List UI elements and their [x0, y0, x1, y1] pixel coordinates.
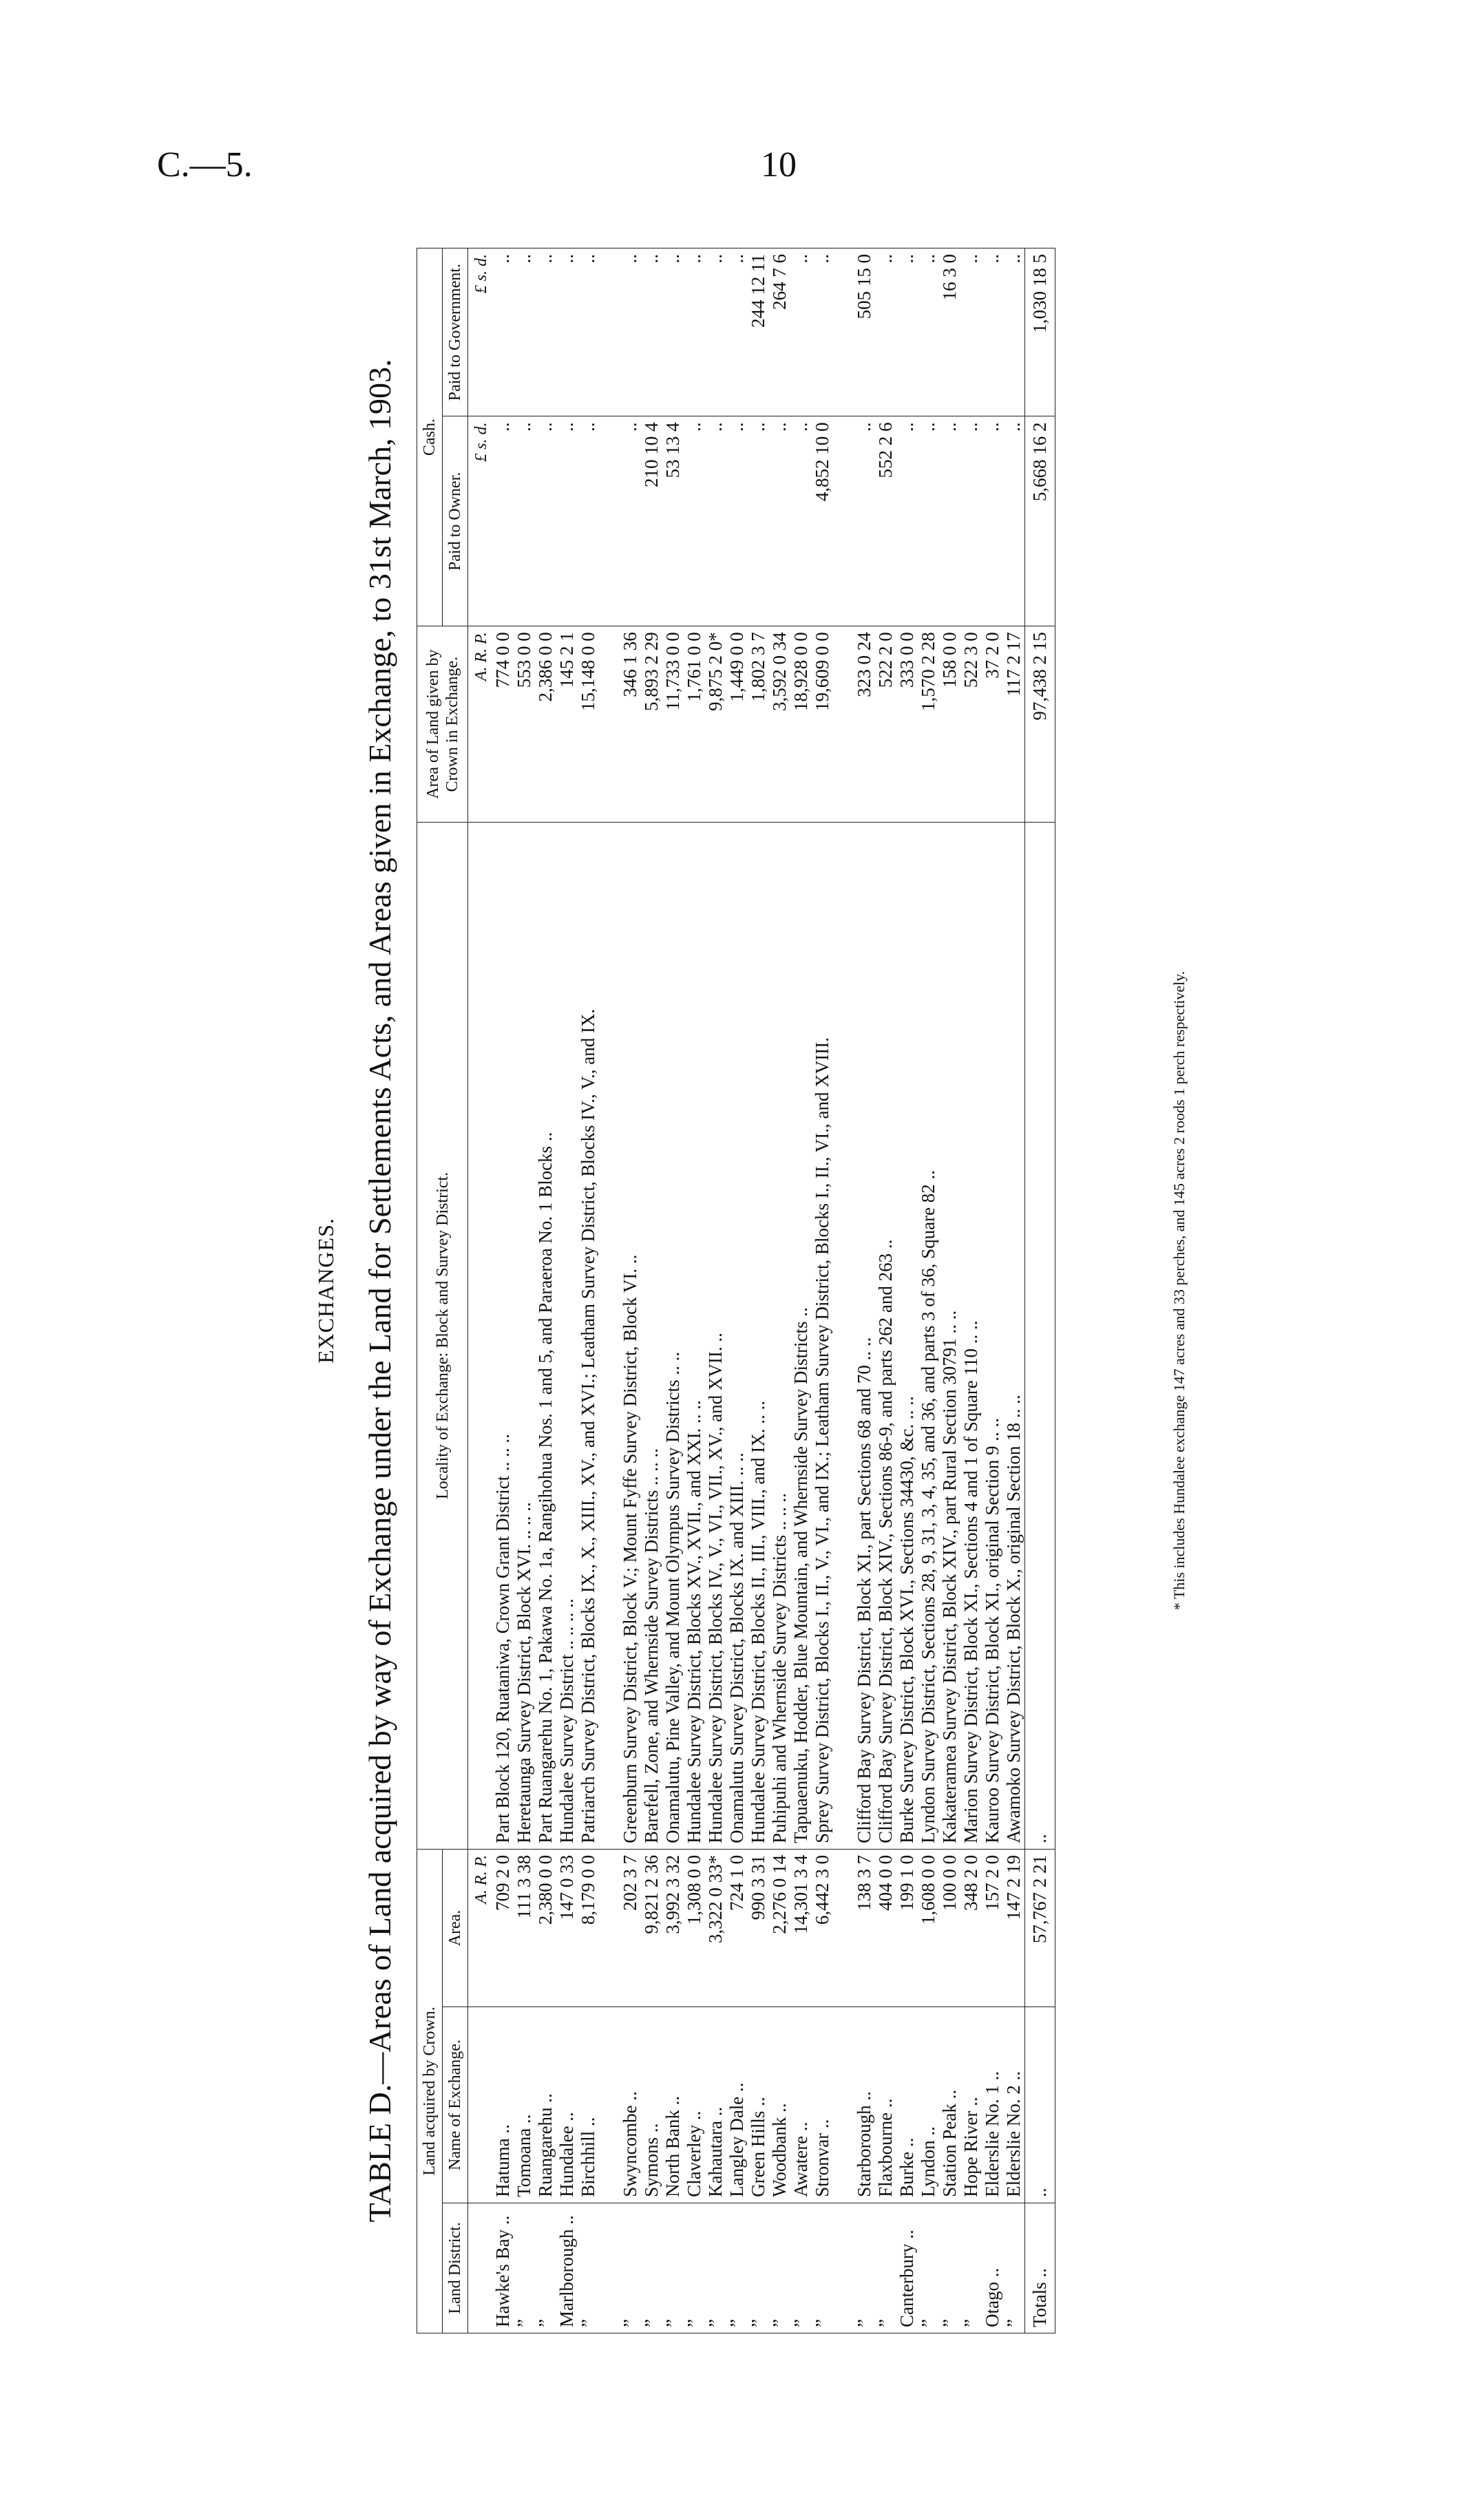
cell-given: 774 0 0: [492, 626, 514, 823]
cell-locality: Hundalee Survey District, Blocks XV., XVII., and XXI. .. ..: [684, 822, 705, 1849]
cell-paid-owner: ..: [918, 416, 939, 626]
cell-locality: Barefell, Zone, and Whernside Survey Districts .. .. ..: [641, 822, 662, 1849]
cell-locality: Heretaunga Survey District, Block XVI. .. .. ..: [514, 822, 535, 1849]
totals-row: [1025, 248, 1055, 2333]
cell-district: ”: [918, 2203, 939, 2333]
cell-area: 6,442 3 0: [812, 1849, 833, 2007]
cell-name: Hatuma ..: [492, 2007, 514, 2203]
units-govt: £ s. d.: [468, 248, 493, 417]
cell-given: 117 2 17: [1003, 626, 1025, 823]
cell-given: 522 2 0: [875, 626, 896, 823]
cell-area: 2,380 0 0: [535, 1849, 556, 2007]
cell-area: 147 2 19: [1003, 1849, 1025, 2007]
cell-area: 100 0 0: [939, 1849, 960, 2007]
cell-paid-govt: ..: [578, 248, 599, 417]
page-number: 10: [761, 145, 797, 184]
cell-district: ”: [705, 2203, 726, 2333]
cell-district: Canterbury ..: [896, 2203, 918, 2333]
cell-locality: Part Block 120, Ruataniwa, Crown Grant District .. .. ..: [492, 822, 514, 1849]
cell-district: Otago ..: [982, 2203, 1003, 2333]
cell-paid-govt: ..: [705, 248, 726, 417]
units-area: A. R. P.: [468, 1849, 493, 2007]
cell-area: 3,992 3 32: [662, 1849, 684, 2007]
spacer-cell: [833, 248, 854, 417]
cell-name: Langley Dale ..: [726, 2007, 748, 2203]
footnote: * This includes Hundalee exchange 147 acres and 33 perches, and 145 acres 2 roods 1 perch respectively.: [1170, 971, 1188, 1611]
cell-area: 14,301 3 4: [790, 1849, 812, 2007]
cell-paid-govt: ..: [982, 248, 1003, 417]
table-row: [726, 248, 748, 2333]
cell-district: Hawke's Bay ..: [492, 2203, 514, 2333]
cell-area: 1,308 0 0: [684, 1849, 705, 2007]
section-title: EXCHANGES.: [313, 1218, 338, 1364]
cell-given: 1,449 0 0: [726, 626, 748, 823]
cell-name: Station Peak ..: [939, 2007, 960, 2203]
spacer-cell: [833, 2007, 854, 2203]
cell-paid-govt: ..: [684, 248, 705, 417]
cell-district: ”: [1003, 2203, 1025, 2333]
spacer-row: [833, 248, 854, 2333]
cell-given: 553 0 0: [514, 626, 535, 823]
spacer-cell: [833, 2203, 854, 2333]
cell-paid-govt: ..: [918, 248, 939, 417]
cell-given: 5,893 2 29: [641, 626, 662, 823]
cell-paid-owner: ..: [492, 416, 514, 626]
header-paid-owner: Paid to Owner.: [443, 416, 468, 626]
cell-district: ”: [620, 2203, 641, 2333]
cell-locality: Kakateramea Survey District, Block XIV., part Rural Section 30791 .. ..: [939, 822, 960, 1849]
cell-paid-owner: 53 13 4: [662, 416, 684, 626]
cell-locality: Patriarch Survey District, Blocks IX., X., XIII., XV., and XVI.; Leatham Survey District, Blocks IV., V., and IX.: [578, 822, 599, 1849]
cell-paid-owner: ..: [705, 416, 726, 626]
cell-name: Symons ..: [641, 2007, 662, 2203]
cell-locality: Kauroo Survey District, Block XI., original Section 9 .. ..: [982, 822, 1003, 1849]
table-row: [1003, 248, 1025, 2333]
spacer-cell: [599, 248, 620, 417]
totals-locality: ..: [1025, 822, 1055, 1849]
cell-given: 37 2 0: [982, 626, 1003, 823]
cell-locality: Clifford Bay Survey District, Block XI., part Sections 68 and 70 .. ..: [854, 822, 875, 1849]
cell-paid-owner: ..: [982, 416, 1003, 626]
table-row: [492, 248, 514, 2333]
cell-district: ”: [790, 2203, 812, 2333]
cell-name: North Bank ..: [662, 2007, 684, 2203]
table-row: [514, 248, 535, 2333]
cell-paid-govt: 264 7 6: [769, 248, 790, 417]
cell-district: ”: [641, 2203, 662, 2333]
cell-locality: Hundalee Survey District .. .. .. ..: [556, 822, 578, 1849]
cell-given: 1,570 2 28: [918, 626, 939, 823]
cell-area: 709 2 0: [492, 1849, 514, 2007]
cell-given: 18,928 0 0: [790, 626, 812, 823]
spacer-cell: [833, 416, 854, 626]
cell-district: ”: [578, 2203, 599, 2333]
cell-paid-govt: ..: [514, 248, 535, 417]
cell-paid-owner: ..: [1003, 416, 1025, 626]
cell-name: Stronvar ..: [812, 2007, 833, 2203]
cell-locality: Onamalutu Survey District, Blocks IX. and XIII. .. ..: [726, 822, 748, 1849]
cell-given: 346 1 36: [620, 626, 641, 823]
cell-paid-owner: ..: [578, 416, 599, 626]
cell-name: Claverley ..: [684, 2007, 705, 2203]
cell-given: 9,875 2 0*: [705, 626, 726, 823]
cell-paid-govt: ..: [662, 248, 684, 417]
spacer-cell: [599, 626, 620, 823]
spacer-cell: [833, 626, 854, 823]
table-row: [854, 248, 875, 2333]
cell-given: 3,592 0 34: [769, 626, 790, 823]
cell-locality: Marion Survey District, Block XI., Sections 4 and 1 of Square 110 .. ..: [960, 822, 982, 1849]
cell-name: Awatere ..: [790, 2007, 812, 2203]
units-owner: £ s. d.: [468, 416, 493, 626]
spacer-cell: [599, 2007, 620, 2203]
cell-given: 1,761 0 0: [684, 626, 705, 823]
cell-paid-govt: 16 3 0: [939, 248, 960, 417]
cell-paid-owner: ..: [854, 416, 875, 626]
totals-owner: 5,668 16 2: [1025, 416, 1055, 626]
cell-name: Elderslie No. 2 ..: [1003, 2007, 1025, 2203]
cell-district: ”: [726, 2203, 748, 2333]
cell-area: 199 1 0: [896, 1849, 918, 2007]
table-row: [960, 248, 982, 2333]
spacer-row: [599, 248, 620, 2333]
spacer-cell: [599, 822, 620, 1849]
cell-name: Flaxbourne ..: [875, 2007, 896, 2203]
cell-area: 3,322 0 33*: [705, 1849, 726, 2007]
header-area: Area.: [443, 1849, 468, 2007]
cell-name: Swyncombe ..: [620, 2007, 641, 2203]
cell-area: 2,276 0 14: [769, 1849, 790, 2007]
cell-name: Birchhill ..: [578, 2007, 599, 2203]
cell-locality: Lyndon Survey District, Sections 28, 9, 31, 3, 4, 35, and 36, and parts 3 of 36, Square 82 ..: [918, 822, 939, 1849]
header-land-district: Land District.: [443, 2203, 468, 2333]
rotated-table-page: [313, 248, 1201, 2333]
cell-area: 404 0 0: [875, 1849, 896, 2007]
cell-area: 724 1 0: [726, 1849, 748, 2007]
cell-district: ”: [684, 2203, 705, 2333]
cell-given: 145 2 1: [556, 626, 578, 823]
cell-name: Ruangarehu ..: [535, 2007, 556, 2203]
cell-area: 1,608 0 0: [918, 1849, 939, 2007]
table-row: [641, 248, 662, 2333]
header-land-acquired: Land acquired by Crown.: [417, 1849, 443, 2333]
cell-paid-govt: ..: [875, 248, 896, 417]
cell-locality: Part Ruangarehu No. 1, Pakawa No. 1a, Rangihohua Nos. 1 and 5, and Paraeroa No. 1 Blocks ..: [535, 822, 556, 1849]
cell-locality: Onamalutu, Pine Valley, and Mount Olympus Survey Districts .. ..: [662, 822, 684, 1849]
table-row: [875, 248, 896, 2333]
cell-paid-owner: ..: [790, 416, 812, 626]
table-body: [468, 248, 1025, 2333]
cell-locality: Burke Survey District, Block XVI., Sections 34430, &c. .. ..: [896, 822, 918, 1849]
cell-paid-govt: ..: [812, 248, 833, 417]
cell-name: Tomoana ..: [514, 2007, 535, 2203]
cell-area: 348 2 0: [960, 1849, 982, 2007]
cell-area: 111 3 38: [514, 1849, 535, 2007]
table-row: [556, 248, 578, 2333]
cell-name: Woodbank ..: [769, 2007, 790, 2203]
cell-given: 158 0 0: [939, 626, 960, 823]
cell-paid-govt: ..: [620, 248, 641, 417]
cell-area: 990 3 31: [748, 1849, 769, 2007]
table-row: [620, 248, 641, 2333]
cell-paid-govt: ..: [556, 248, 578, 417]
cell-district: ”: [854, 2203, 875, 2333]
cell-paid-govt: ..: [790, 248, 812, 417]
cell-given: 2,386 0 0: [535, 626, 556, 823]
table-row: [578, 248, 599, 2333]
cell-paid-owner: ..: [620, 416, 641, 626]
cell-paid-owner: 4,852 10 0: [812, 416, 833, 626]
cell-area: 157 2 0: [982, 1849, 1003, 2007]
cell-given: 1,802 3 7: [748, 626, 769, 823]
totals-name: ..: [1025, 2007, 1055, 2203]
cell-area: 8,179 0 0: [578, 1849, 599, 2007]
cell-paid-govt: ..: [726, 248, 748, 417]
table-row: [535, 248, 556, 2333]
cell-paid-govt: 505 15 0: [854, 248, 875, 417]
cell-name: Burke ..: [896, 2007, 918, 2203]
table-row: [812, 248, 833, 2333]
cell-paid-owner: ..: [514, 416, 535, 626]
totals-govt: 1,030 18 5: [1025, 248, 1055, 417]
table-row: [684, 248, 705, 2333]
cell-name: Hundalee ..: [556, 2007, 578, 2203]
cell-paid-owner: ..: [556, 416, 578, 626]
cell-given: 333 0 0: [896, 626, 918, 823]
cell-given: 15,148 0 0: [578, 626, 599, 823]
cell-name: Hope River ..: [960, 2007, 982, 2203]
cell-paid-owner: ..: [896, 416, 918, 626]
cell-locality: Tapuaenuku, Hodder, Blue Mountain, and Whernside Survey Districts ..: [790, 822, 812, 1849]
cell-name: Green Hills ..: [748, 2007, 769, 2203]
totals-area: 57,767 2 21: [1025, 1849, 1055, 2007]
cell-paid-owner: ..: [939, 416, 960, 626]
cell-district: ”: [748, 2203, 769, 2333]
cell-locality: Greenburn Survey District, Block V.; Mount Fyffe Survey District, Block VI. ..: [620, 822, 641, 1849]
cell-name: Lyndon ..: [918, 2007, 939, 2203]
cell-given: 19,609 0 0: [812, 626, 833, 823]
header-name: Name of Exchange.: [443, 2007, 468, 2203]
table-title: TABLE D.—Areas of Land acquired by way of Exchange under the Land for Settlements Acts, and Areas given in Exchange, to 31st March, 1903.: [362, 359, 397, 2223]
table-row: [769, 248, 790, 2333]
header-area-given: Area of Land given by Crown in Exchange.: [417, 626, 468, 823]
cell-district: ”: [769, 2203, 790, 2333]
cell-area: 9,821 2 36: [641, 1849, 662, 2007]
cell-paid-owner: 552 2 6: [875, 416, 896, 626]
cell-paid-owner: ..: [748, 416, 769, 626]
cell-district: Marlborough ..: [556, 2203, 578, 2333]
cell-locality: Awamoko Survey District, Block X., original Section 18 .. ..: [1003, 822, 1025, 1849]
cell-paid-govt: ..: [896, 248, 918, 417]
table-row: [896, 248, 918, 2333]
cell-paid-owner: ..: [726, 416, 748, 626]
cell-paid-govt: ..: [492, 248, 514, 417]
cell-paid-govt: ..: [960, 248, 982, 417]
header-paid-govt: Paid to Government.: [443, 248, 468, 417]
spacer-cell: [833, 822, 854, 1849]
cell-paid-owner: ..: [769, 416, 790, 626]
table-row: [918, 248, 939, 2333]
cell-paid-govt: ..: [641, 248, 662, 417]
spacer-cell: [599, 1849, 620, 2007]
cell-area: 202 3 7: [620, 1849, 641, 2007]
spacer-cell: [599, 2203, 620, 2333]
cell-name: Starborough ..: [854, 2007, 875, 2203]
units-given: A. R. P.: [468, 626, 493, 823]
table-row: [705, 248, 726, 2333]
cell-area: 147 0 33: [556, 1849, 578, 2007]
table-row: [748, 248, 769, 2333]
units-row: [468, 248, 493, 2333]
cell-paid-owner: ..: [684, 416, 705, 626]
cell-given: 323 0 24: [854, 626, 875, 823]
header-cash: Cash.: [417, 248, 443, 626]
cell-paid-govt: ..: [535, 248, 556, 417]
cell-district: ”: [960, 2203, 982, 2333]
table-row: [662, 248, 684, 2333]
cell-given: 522 3 0: [960, 626, 982, 823]
cell-locality: Hundalee Survey District, Blocks IV., V., VI., VII., XV., and XVII. ..: [705, 822, 726, 1849]
cell-area: 138 3 7: [854, 1849, 875, 2007]
cell-locality: Clifford Bay Survey District, Block XIV., Sections 86-9, and parts 262 and 263 ..: [875, 822, 896, 1849]
cell-district: ”: [875, 2203, 896, 2333]
cell-locality: Puhipuhi and Whernside Survey Districts .. .. ..: [769, 822, 790, 1849]
table-row: [939, 248, 960, 2333]
cell-district: ”: [939, 2203, 960, 2333]
cell-paid-owner: ..: [960, 416, 982, 626]
cell-name: Elderslie No. 1 ..: [982, 2007, 1003, 2203]
header-locality: Locality of Exchange: Block and Survey District.: [417, 822, 468, 1849]
cell-paid-owner: ..: [535, 416, 556, 626]
cell-district: ”: [514, 2203, 535, 2333]
totals-given: 97,438 2 15: [1025, 626, 1055, 823]
cell-paid-govt: 244 12 11: [748, 248, 769, 417]
cell-name: Kahautara ..: [705, 2007, 726, 2203]
cell-locality: Hundalee Survey District, Blocks II., III., VIII., and IX. .. ..: [748, 822, 769, 1849]
cell-district: ”: [812, 2203, 833, 2333]
table-row: [790, 248, 812, 2333]
exchange-table: [417, 248, 1055, 2333]
spacer-cell: [599, 416, 620, 626]
totals-label: Totals ..: [1025, 2203, 1055, 2333]
cell-paid-govt: ..: [1003, 248, 1025, 417]
cell-district: ”: [535, 2203, 556, 2333]
cell-paid-owner: 210 10 4: [641, 416, 662, 626]
cell-district: ”: [662, 2203, 684, 2333]
table-row: [982, 248, 1003, 2333]
cell-locality: Sprey Survey District, Blocks I., II., V., VI., and IX.; Leatham Survey District, Blocks I., II., VI., and XVIII.: [812, 822, 833, 1849]
cell-given: 11,733 0 0: [662, 626, 684, 823]
document-reference: C.—5.: [157, 145, 253, 184]
spacer-cell: [833, 1849, 854, 2007]
